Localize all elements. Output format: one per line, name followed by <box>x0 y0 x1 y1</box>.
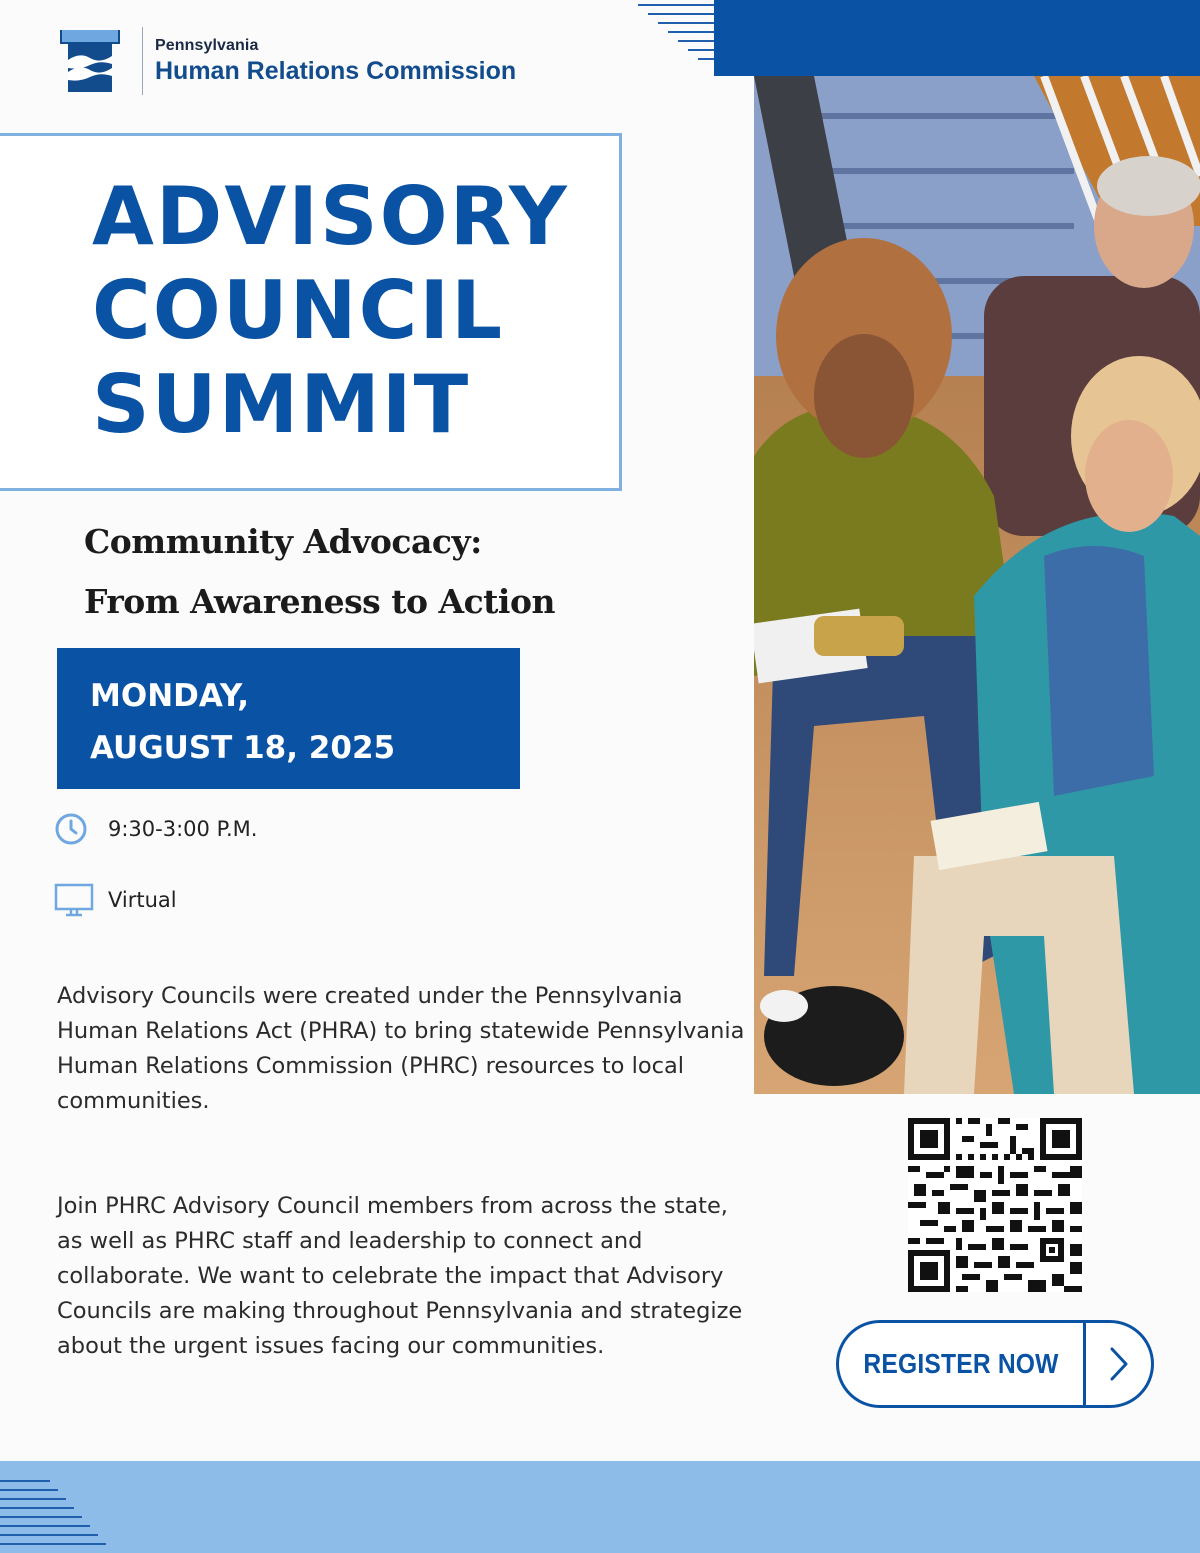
register-now-button[interactable] <box>836 1320 1154 1408</box>
location-row <box>54 882 177 918</box>
org-name: Human Relations Commission <box>155 56 517 85</box>
logo-divider <box>142 27 143 95</box>
event-photo <box>754 76 1200 1094</box>
register-now-label: REGISTER NOW <box>863 1348 1059 1379</box>
bottom-decorative-lines <box>0 1478 110 1553</box>
subtitle-line-1: Community Advocacy: <box>84 522 482 561</box>
event-location: Virtual <box>108 888 177 912</box>
keystone-logo <box>56 26 124 96</box>
chevron-right-icon <box>1108 1346 1130 1382</box>
description-paragraph-2: Join PHRC Advisory Council members from across the state, as well as PHRC staff and leadership to connect and collaborate. We want to celebrate the impact that Advisory Councils are making throughout Pennsylvania and strategize about the urgent issues facing our communities. <box>57 1193 743 1359</box>
page-title <box>92 170 569 452</box>
clock-icon <box>54 812 88 846</box>
top-blue-bar <box>714 0 1200 76</box>
register-arrow[interactable] <box>1086 1346 1151 1382</box>
subtitle-line-2: From Awareness to Action <box>84 582 555 621</box>
org-logo <box>56 26 516 96</box>
title-line-3: SUMMIT <box>92 358 471 451</box>
date-line-2: AUGUST 18, 2025 <box>90 730 396 766</box>
event-subtitle <box>84 512 555 632</box>
date-line-1: MONDAY, <box>90 678 249 714</box>
photo-illustration <box>754 76 1200 1094</box>
event-date <box>90 670 395 774</box>
time-row <box>54 812 257 846</box>
monitor-icon <box>54 882 94 918</box>
event-time: 9:30-3:00 P.M. <box>108 817 258 841</box>
title-line-1: ADVISORY <box>92 170 569 263</box>
bottom-band <box>0 1461 1200 1553</box>
title-line-2: COUNCIL <box>92 264 505 357</box>
qr-code[interactable] <box>908 1118 1082 1292</box>
org-state-name: Pennsylvania <box>155 36 259 54</box>
description-paragraph-1: Advisory Councils were created under the Pennsylvania Human Relations Act (PHRA) to bring statewide Pennsylvania Human Relations Commission (PHRC) resources to local communities. <box>57 983 745 1114</box>
